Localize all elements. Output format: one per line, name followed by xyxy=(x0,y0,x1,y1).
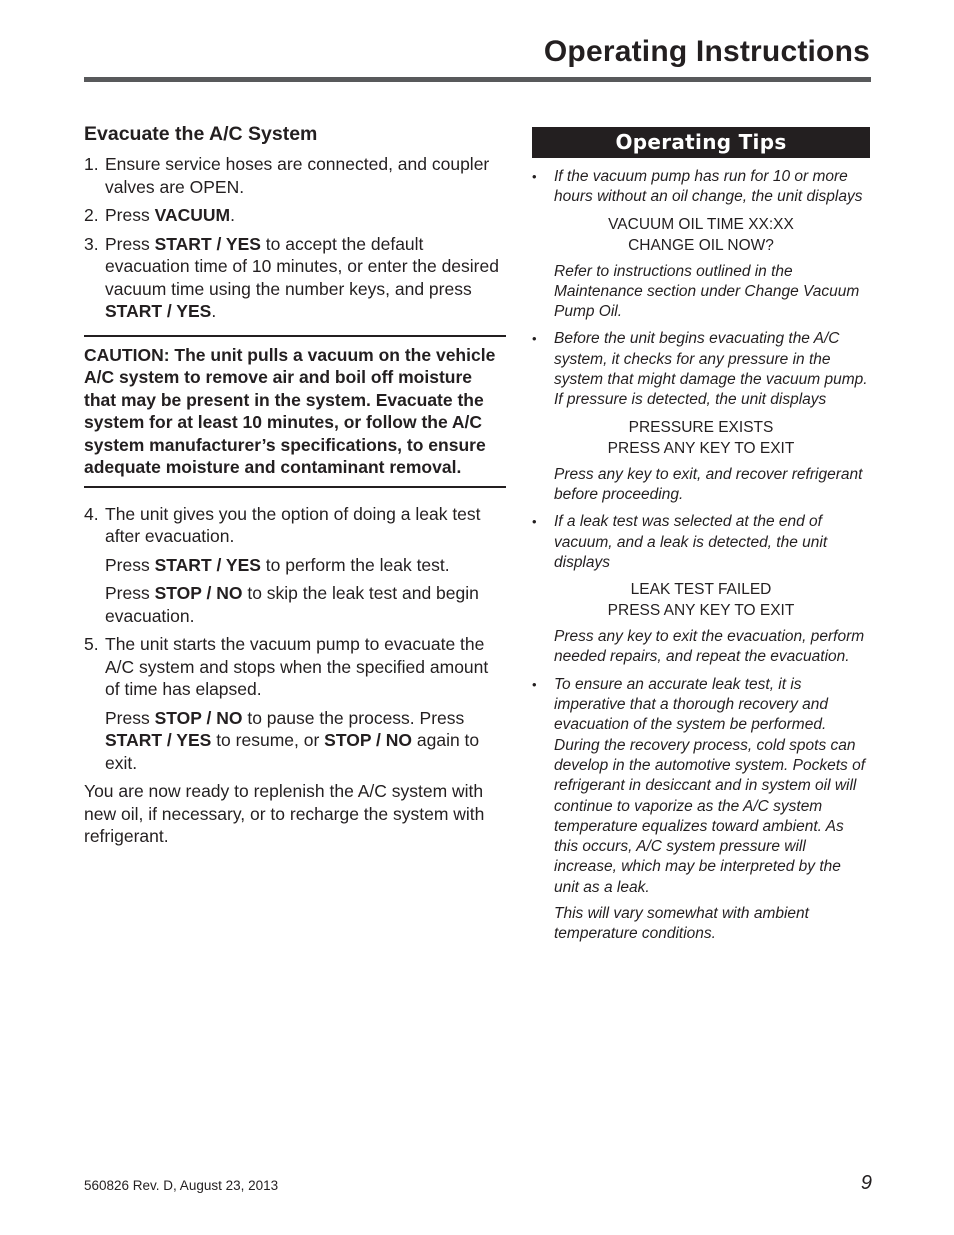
step-item xyxy=(84,204,506,227)
step-number: 4. xyxy=(84,503,99,524)
tip-text: If a leak test was selected at the end of vacuum, and a leak is detected, the unit displays xyxy=(554,513,828,571)
display-line: PRESS ANY KEY TO EXIT xyxy=(607,602,795,620)
text-run: to pause the process. Press xyxy=(242,707,465,728)
tip-text: To ensure an accurate leak test, it is imperative that a thorough recovery and evacuation of the system be performed. During the recovery process, cold spots can develop in the automotive system. Pockets of refrigerant in desiccant and in system oil will continue to vaporize as the A/C system temperature equalizes toward ambient. As this occurs, A/C system pressure will increase, which may be interpreted by the unit as a leak. xyxy=(554,675,866,896)
step-sub-paragraph xyxy=(105,582,506,627)
display-line: VACUUM OIL TIME XX:XX xyxy=(608,215,794,233)
text-run: The unit gives you the option of doing a leak test after evacuation. xyxy=(105,503,481,546)
step-list xyxy=(84,153,506,323)
step-item xyxy=(84,503,506,628)
tip-item xyxy=(532,512,870,667)
step-sub-paragraph xyxy=(105,707,506,775)
display-line: PRESS ANY KEY TO EXIT xyxy=(607,439,795,457)
footer-revision: 560826 Rev. D, August 23, 2013 xyxy=(84,1178,279,1193)
key-name: STOP / NO xyxy=(324,730,413,750)
text-run: Press xyxy=(105,554,155,575)
key-name: VACUUM xyxy=(154,205,231,225)
step-number: 1. xyxy=(84,154,99,174)
key-name: START / YES xyxy=(154,233,261,254)
step-text xyxy=(105,633,506,701)
text-run: Ensure service hoses are connected, and coupler valves are OPEN. xyxy=(105,154,490,197)
text-run: again to exit. xyxy=(105,730,480,773)
text-run: Press xyxy=(105,583,155,603)
text-run: . xyxy=(230,205,235,225)
step-text xyxy=(105,233,506,323)
display-line: LEAK TEST FAILED xyxy=(630,581,772,599)
left-column xyxy=(84,120,506,848)
tip-note: This will vary somewhat with ambient temperature conditions. xyxy=(554,905,809,943)
step-text xyxy=(105,204,506,227)
page-number: 9 xyxy=(860,1172,872,1194)
text-run: Press xyxy=(105,233,155,254)
step-sub-paragraph xyxy=(105,554,506,577)
step-number: 2. xyxy=(84,205,99,225)
display-line: CHANGE OIL NOW? xyxy=(628,236,774,254)
key-name: START / YES xyxy=(105,301,212,321)
key-name: STOP / NO xyxy=(154,707,243,728)
step-item xyxy=(84,153,506,198)
bullet-icon: • xyxy=(532,331,537,347)
text-run: to accept the default evacuation time of 10 minutes, or enter the desired vacuum time using the number keys, and press xyxy=(105,233,499,299)
key-name: START / YES xyxy=(105,730,212,750)
display-message xyxy=(532,417,870,459)
bullet-icon: • xyxy=(532,676,537,692)
text-run: to resume, or xyxy=(211,730,325,750)
page-title: Operating Instructions xyxy=(543,35,870,68)
text-run: Press xyxy=(105,707,155,728)
text-run: Press xyxy=(105,205,155,225)
text-run: The unit starts the vacuum pump to evacuate the A/C system and stops when the specified amount of time has elapsed. xyxy=(105,634,489,699)
display-line: PRESSURE EXISTS xyxy=(628,418,774,436)
step-item xyxy=(84,633,506,774)
key-name: STOP / NO xyxy=(154,583,243,603)
tip-text: Before the unit begins evacuating the A/C system, it checks for any pressure in the system that might damage the vacuum pump. If pressure is detected, the unit displays xyxy=(554,330,868,409)
bullet-icon: • xyxy=(532,169,537,184)
tips-list xyxy=(532,167,870,945)
tip-text: If the vacuum pump has run for 10 or more hours without an oil change, the unit displays xyxy=(554,168,863,206)
tip-note: Refer to instructions outlined in the Maintenance section under Change Vacuum Pump Oil. xyxy=(554,262,860,321)
tip-note: Press any key to exit the evacuation, perform needed repairs, and repeat the evacuation. xyxy=(554,628,865,666)
step-number: 3. xyxy=(84,233,99,254)
title-rule xyxy=(84,77,871,82)
text-run: to perform the leak test. xyxy=(260,554,450,575)
key-name: START / YES xyxy=(154,554,261,575)
step-text xyxy=(105,153,506,198)
text-run: . xyxy=(211,301,217,321)
text-run: to skip the leak test and begin evacuation. xyxy=(105,583,479,626)
tip-item xyxy=(532,167,870,322)
step-number: 5. xyxy=(84,634,99,654)
tip-note: Press any key to exit, and recover refrigerant before proceeding. xyxy=(554,465,863,503)
step-list-continued xyxy=(84,503,506,775)
right-column xyxy=(532,127,870,952)
bullet-icon: • xyxy=(532,514,537,530)
display-message xyxy=(532,214,870,256)
tip-item xyxy=(532,329,870,505)
caution-box: CAUTION: The unit pulls a vacuum on the vehicle A/C system to remove air and boil off moisture that may be present in the system. Evacuate the system for at least 10 minutes, or follow the A/C system manufacturer’s specifications, to ensure adequate moisture and contaminant removal. xyxy=(84,335,506,488)
display-message xyxy=(532,579,870,621)
operating-tips-header: Operating Tips xyxy=(532,127,870,158)
step-item xyxy=(84,233,506,323)
section-heading: Evacuate the A/C System xyxy=(84,123,318,145)
step-text xyxy=(105,503,506,548)
closing-paragraph: You are now ready to replenish the A/C system with new oil, if necessary, or to recharge the system with refrigerant. xyxy=(84,781,485,846)
tip-item xyxy=(532,675,870,945)
